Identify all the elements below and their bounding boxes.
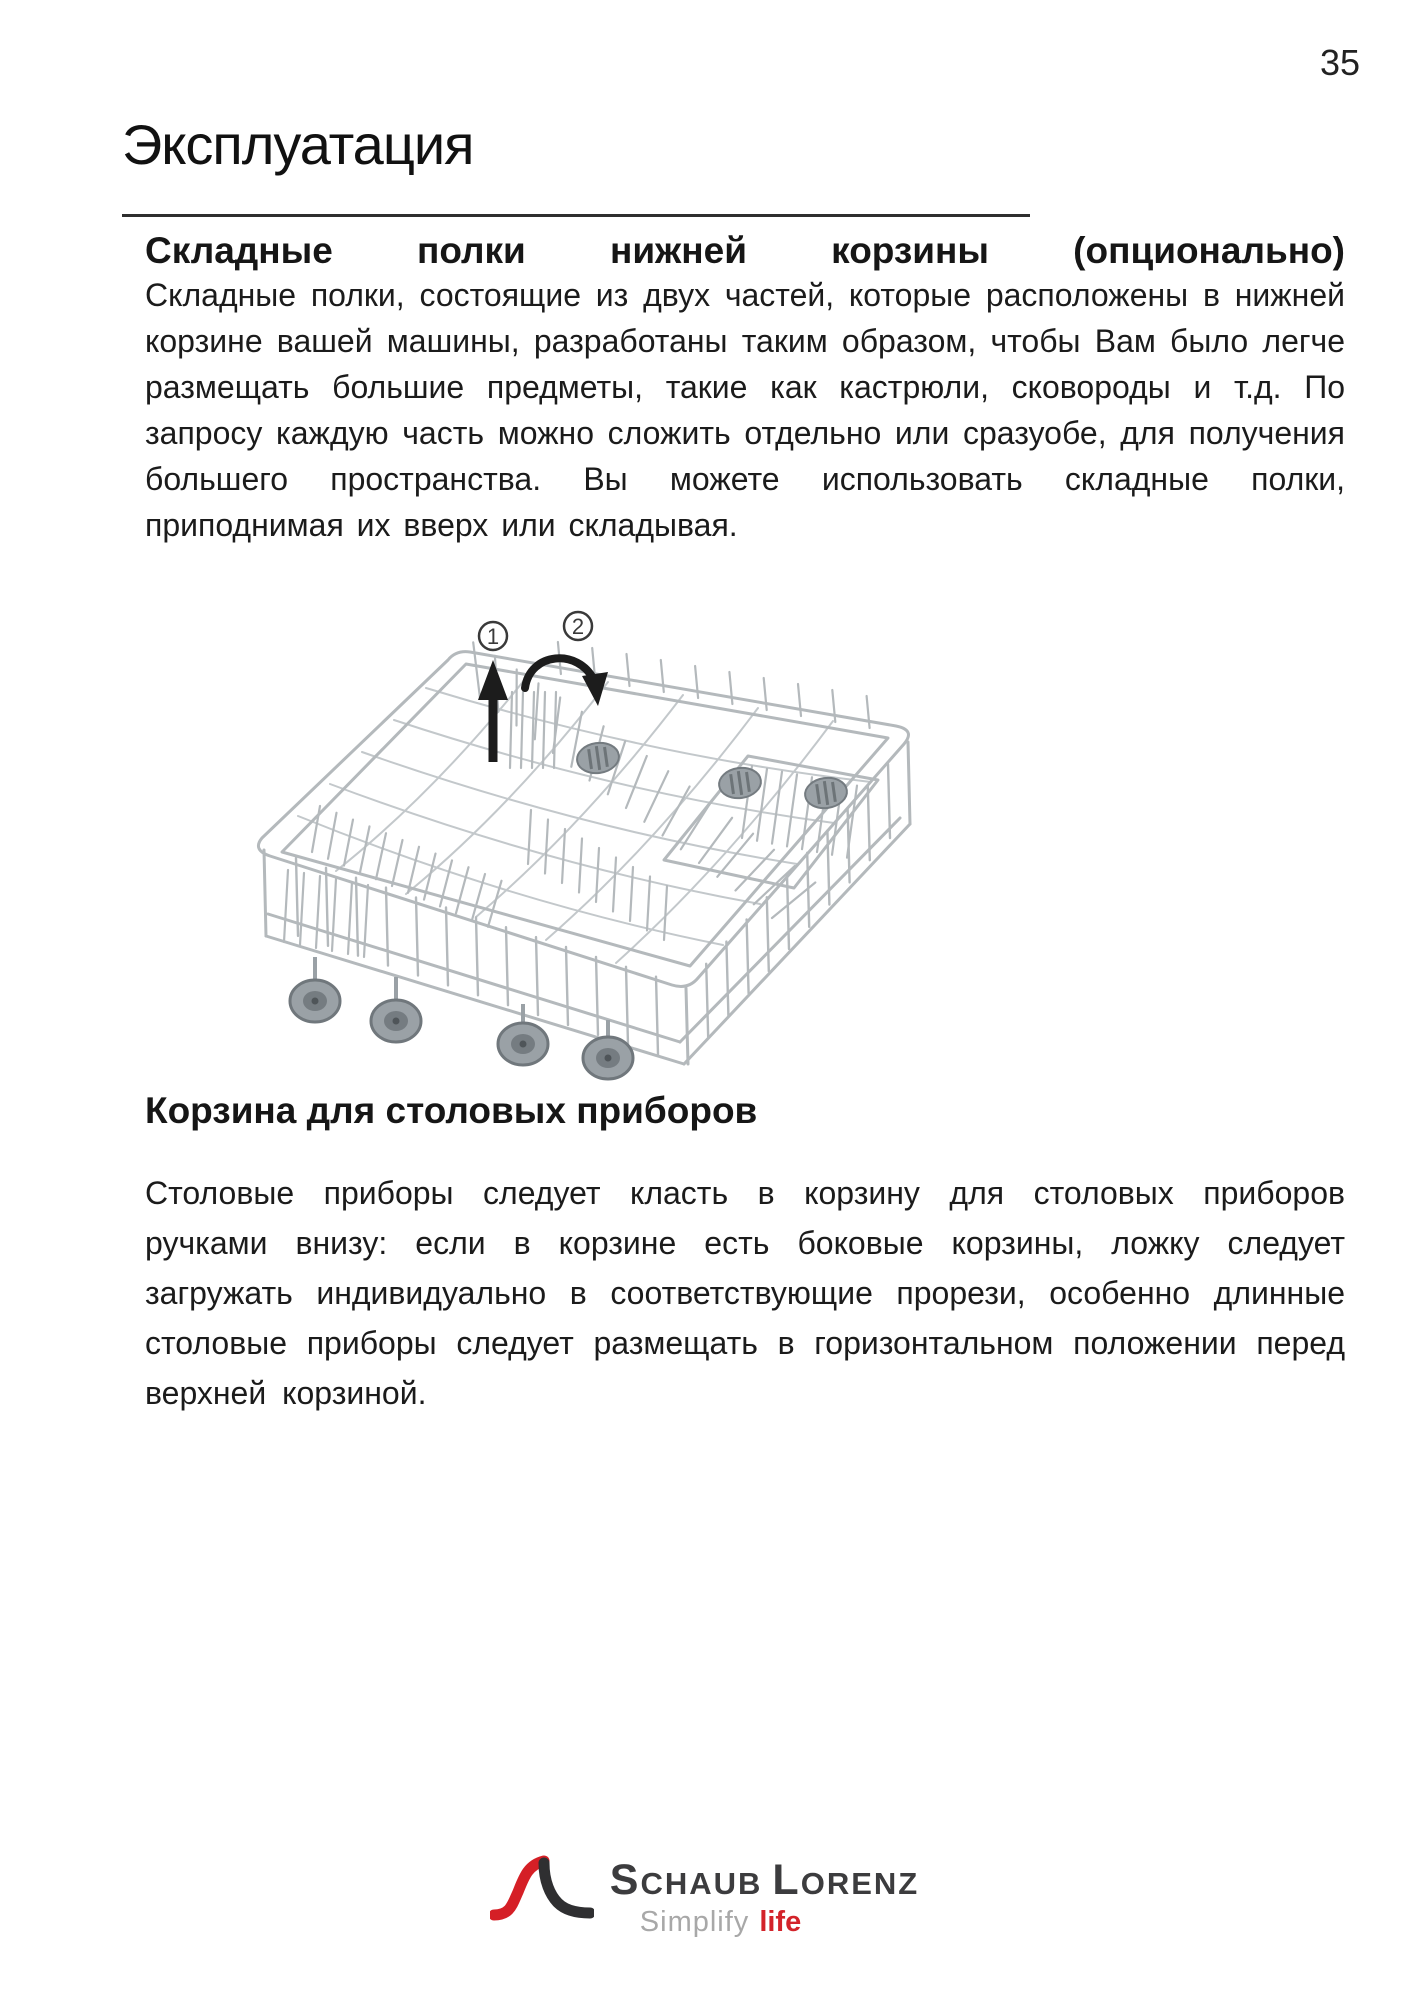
section2-body: Столовые приборы следует класть в корзину для столовых приборов ручками внизу: если в корзине есть боковые корзины, ложку следует загружать индивидуально в соответствующие прорези, особенно длинные столовые приборы следует размещать в горизонтальном положении перед верхней корзиной. [145, 1175, 1345, 1411]
brand-schaub-initial: S [609, 1856, 641, 1904]
tagline-simplify: Simplify [639, 1906, 750, 1938]
page-title: Эксплуатация [122, 113, 474, 176]
section2-heading: Корзина для столовых приборов [145, 1090, 758, 1131]
brand-wordmark [609, 1856, 920, 1904]
brand-logo [0, 1845, 1409, 1937]
brand-lorenz-rest: ORENZ [800, 1866, 920, 1901]
callout-1-label: 1 [486, 624, 500, 649]
section1-body: Складные полки, состоящие из двух частей, которые расположены в нижней корзине вашей машины, разработаны таким образом, чтобы Вам было легче размещать большие предметы, такие как кастрюли, сковороды и т.д. По запросу каждую часть можно сложить отдельно или сразуобе, для получения большего пространства. Вы можете использовать складные полки, приподнимая их вверх или складывая. [145, 277, 1345, 543]
lower-basket-figure [228, 596, 928, 1096]
brand-sl-mark-icon [490, 1845, 594, 1927]
brand-tagline [640, 1908, 919, 1937]
tagline-life: life [759, 1906, 802, 1938]
callout-1-lift-up [478, 622, 508, 762]
callout-2-label: 2 [571, 614, 585, 639]
brand-schaub-rest: CHAUB [640, 1866, 763, 1901]
page-number: 35 [1319, 42, 1360, 83]
section1-heading: Складные полки нижней корзины (опционально) [145, 230, 1345, 271]
wire-basket-illustration [228, 596, 928, 1096]
title-underline [122, 214, 1030, 217]
brand-lorenz-initial: L [772, 1856, 801, 1904]
